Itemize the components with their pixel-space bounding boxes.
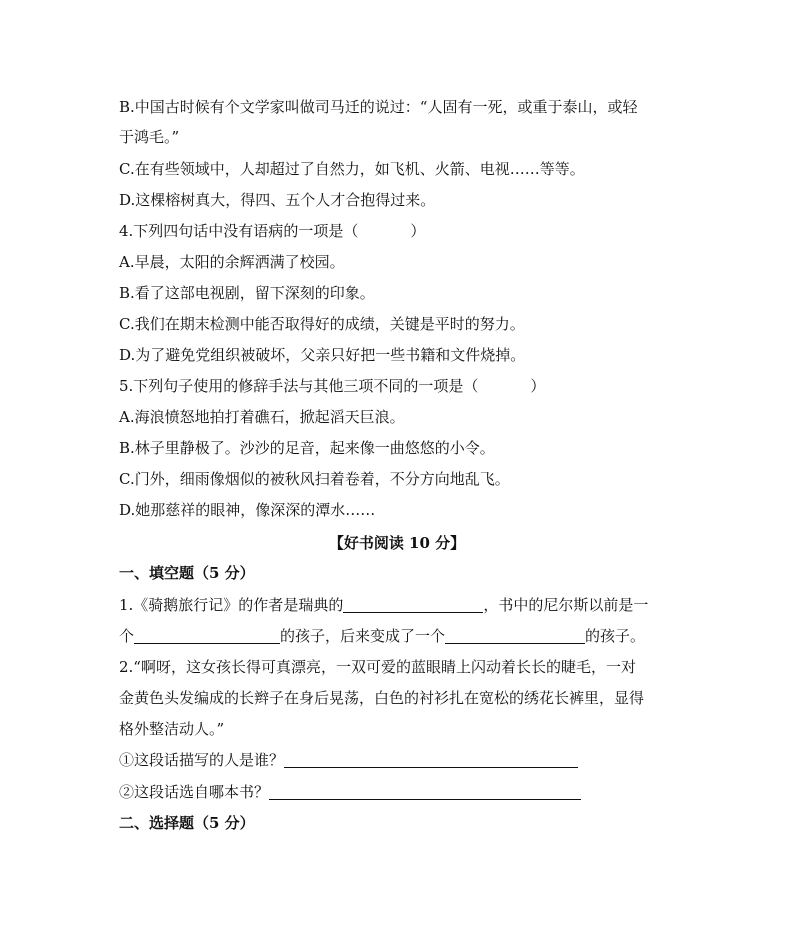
fill-q2-line2: 金黄色头发编成的长辫子在身后晃荡，白色的衬衫扎在宽松的绣花长裤里，显得 [119, 689, 645, 707]
fill-q2-line1: 2.“啊呀，这女孩长得可真漂亮，一双可爱的蓝眼睛上闪动着长长的睫毛，一对 [119, 658, 636, 676]
q3-option-c: C.在有些领域中，人却超过了自然力，如飞机、火箭、电视……等等。 [119, 160, 585, 178]
fill-q2-sub2 [119, 782, 581, 802]
section-title: 【好书阅读 10 分】 [328, 534, 466, 552]
part2-heading: 二、选择题（5 分） [119, 814, 255, 832]
q5-option-b: B.林子里静极了。沙沙的足音，起来像一曲悠悠的小令。 [119, 439, 495, 457]
q4-stem-prefix: 4.下列四句话中没有语病的一项是（ [119, 222, 359, 240]
before-blank[interactable] [134, 627, 280, 644]
sub1-answer-blank[interactable] [284, 751, 578, 768]
after-blank[interactable] [445, 627, 585, 644]
q4-option-d: D.为了避免党组织被破坏，父亲只好把一些书籍和文件烧掉。 [119, 346, 526, 364]
sub2-text: ②这段话选自哪本书？ [119, 783, 270, 801]
fill-q2-sub1 [119, 750, 578, 770]
part1-heading: 一、填空题（5 分） [119, 564, 255, 582]
q3-option-d: D.这棵榕树真大，得四、五个人才合抱得过来。 [119, 191, 436, 209]
q5-option-c: C.门外，细雨像烟似的被秋风扫着卷着，不分方向地乱飞。 [119, 470, 510, 488]
fill-q2-line3: 格外整洁动人。” [119, 720, 225, 738]
fill-q1-text-a: 1.《骑鹅旅行记》的作者是瑞典的 [119, 596, 344, 614]
fill-q1-line2 [119, 626, 645, 646]
fill-q1-text-c: 个 [119, 627, 135, 645]
q4-stem [119, 221, 425, 241]
fill-q1-line1 [119, 595, 648, 615]
q4-stem-suffix: ） [410, 222, 426, 240]
q4-option-b: B.看了这部电视剧，留下深刻的印象。 [119, 284, 375, 302]
q3-option-b-line1: B.中国古时候有个文学家叫做司马迁的说过：“人固有一死，或重于泰山，或轻 [119, 98, 638, 116]
fill-q1-text-b: ，书中的尼尔斯以前是一 [483, 596, 649, 614]
author-blank[interactable] [343, 596, 483, 613]
q4-option-a: A.早晨，太阳的余辉洒满了校园。 [119, 253, 345, 271]
sub1-text: ①这段话描写的人是谁？ [119, 751, 285, 769]
q5-stem [119, 376, 545, 396]
fill-q1-text-d: 的孩子，后来变成了一个 [280, 627, 446, 645]
q4-option-c: C.我们在期末检测中能否取得好的成绩，关键是平时的努力。 [119, 315, 525, 333]
q5-option-a: A.海浪愤怒地拍打着礁石，掀起滔天巨浪。 [119, 408, 405, 426]
q3-option-b-line2: 于鸿毛。” [119, 128, 180, 146]
q5-stem-prefix: 5.下列句子使用的修辞手法与其他三项不同的一项是（ [119, 377, 479, 395]
q5-stem-suffix: ） [530, 377, 546, 395]
sub2-answer-blank[interactable] [269, 783, 581, 800]
fill-q1-text-e: 的孩子。 [585, 627, 646, 645]
q5-option-d: D.她那慈祥的眼神，像深深的潭水…… [119, 501, 376, 519]
